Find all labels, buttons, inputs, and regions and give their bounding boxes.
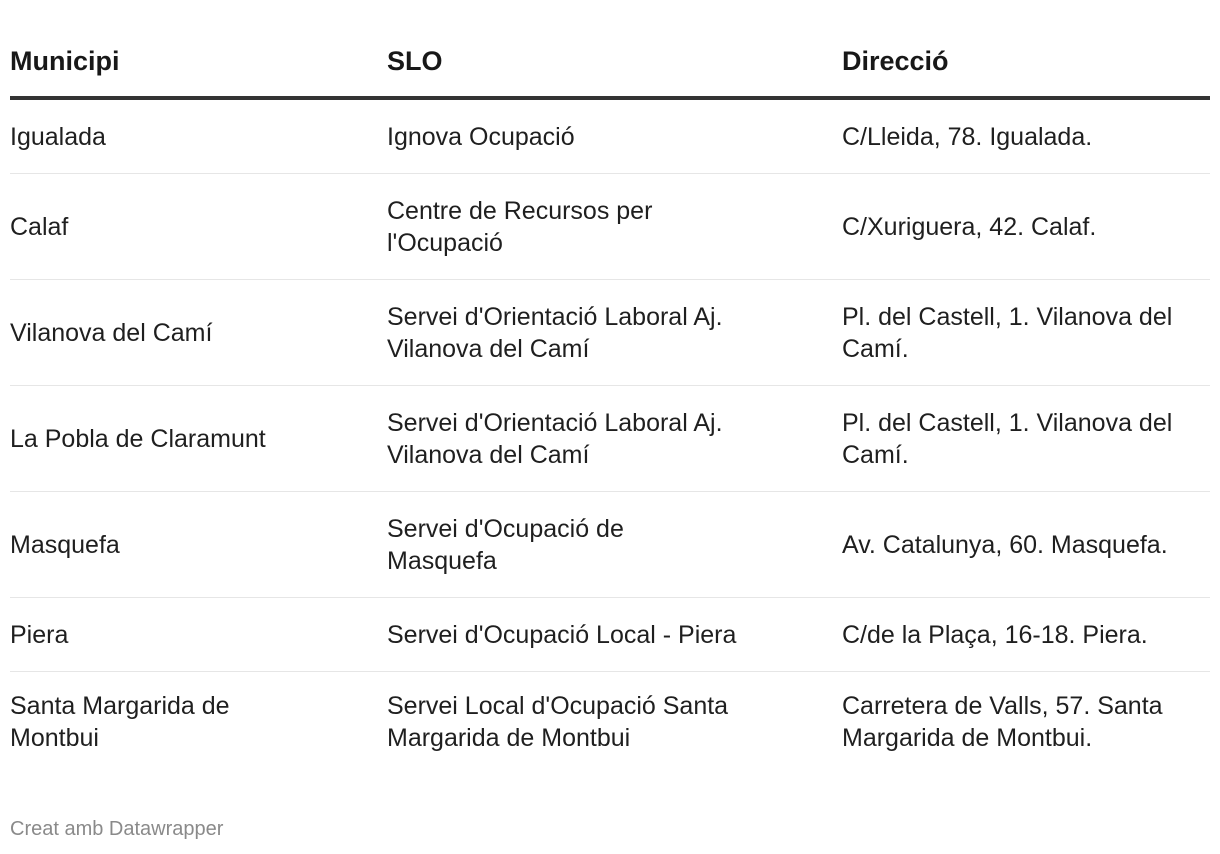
table-row	[10, 98, 1210, 174]
cell-municipi: Piera	[10, 598, 387, 672]
cell-direccio: Av. Catalunya, 60. Masquefa.	[842, 492, 1210, 598]
cell-slo: Servei d'Orientació Laboral Aj. Vilanova del Camí	[387, 280, 842, 386]
cell-slo: Servei d'Ocupació Local - Piera	[387, 598, 842, 672]
datawrapper-credit[interactable]: Creat amb Datawrapper	[10, 818, 224, 840]
cell-direccio: C/de la Plaça, 16-18. Piera.	[842, 598, 1210, 672]
cell-direccio: C/Lleida, 78. Igualada.	[842, 98, 1210, 174]
cell-municipi: Masquefa	[10, 492, 387, 598]
cell-direccio: Carretera de Valls, 57. Santa Margarida de Montbui.	[842, 692, 1163, 752]
table-row	[10, 492, 1210, 598]
cell-direccio: Pl. del Castell, 1. Vilanova del Camí.	[842, 280, 1210, 386]
cell-municipi: Santa Margarida de Montbui	[10, 692, 230, 752]
cell-municipi: Vilanova del Camí	[10, 280, 387, 386]
table-body	[10, 98, 1210, 772]
cell-direccio: Pl. del Castell, 1. Vilanova del Camí.	[842, 386, 1210, 492]
table-row	[10, 386, 1210, 492]
cell-municipi: La Pobla de Claramunt	[10, 386, 387, 492]
table-header	[10, 40, 1210, 98]
cell-slo: Centre de Recursos per l'Ocupació	[387, 174, 842, 280]
cell-municipi: Calaf	[10, 174, 387, 280]
cell-slo: Servei d'Orientació Laboral Aj. Vilanova del Camí	[387, 386, 842, 492]
table-row	[10, 672, 1210, 773]
cell-municipi: Igualada	[10, 98, 387, 174]
cell-slo: Ignova Ocupació	[387, 98, 842, 174]
column-header-slo[interactable]: SLO	[387, 40, 842, 98]
column-header-direccio[interactable]: Direcció	[842, 40, 1210, 98]
slo-table	[10, 40, 1210, 772]
header-row	[10, 40, 1210, 98]
cell-slo: Servei d'Ocupació de Masquefa	[387, 492, 842, 598]
table-row	[10, 280, 1210, 386]
data-table-container	[10, 40, 1210, 772]
cell-direccio: C/Xuriguera, 42. Calaf.	[842, 174, 1210, 280]
table-row	[10, 174, 1210, 280]
cell-slo: Servei Local d'Ocupació Santa Margarida de Montbui	[387, 692, 729, 752]
table-row	[10, 598, 1210, 672]
column-header-municipi[interactable]: Municipi	[10, 40, 387, 98]
